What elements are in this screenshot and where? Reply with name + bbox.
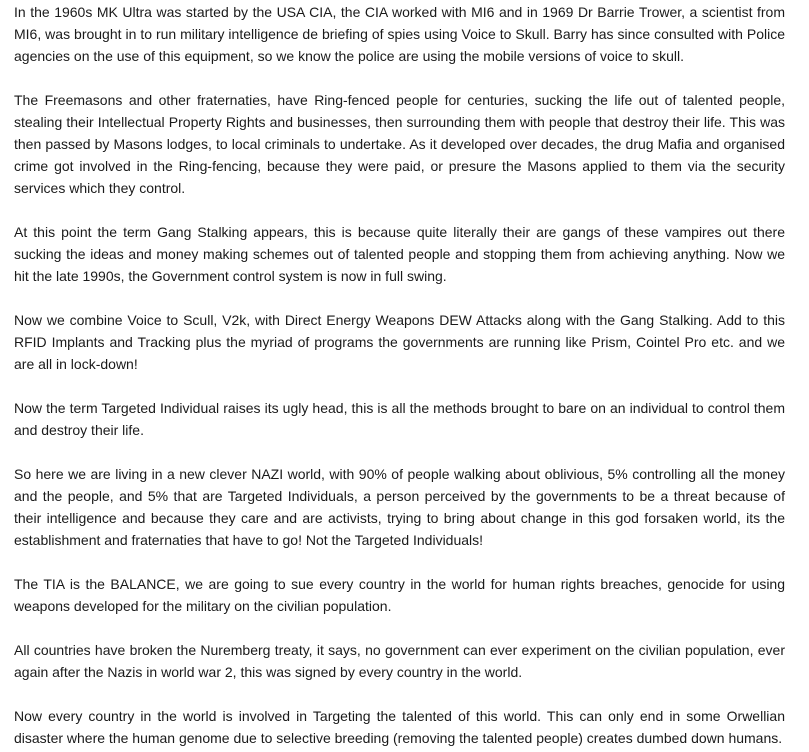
paragraph-freemasons: The Freemasons and other fraternaties, have Ring-fenced people for centuries, sucking the life out of talented people, stealing their Intellectual Property Rights and businesses, then surrounding them with people that destroy their life. This was then passed by Masons lodges, to local criminals to undertake. As it developed over decades, the drug Mafia and organised crime got involved in the Ring-fencing, because they were paid, or presure the Masons applied to them via the security services which they control. (14, 92, 785, 196)
paragraph-gang-stalking: At this point the term Gang Stalking appears, this is because quite literally their are gangs of these vampires out there sucking the ideas and money making schemes out of talented people and stopping them from achieving anything. Now we hit the late 1990s, the Government control system is now in full swing. (14, 224, 785, 284)
paragraph-tia-balance: The TIA is the BALANCE, we are going to sue every country in the world for human rights breaches, genocide for using weapons developed for the military on the civilian population. (14, 576, 785, 614)
paragraph-nazi-world: So here we are living in a new clever NAZI world, with 90% of people walking about oblivious, 5% controlling all the money and the people, and 5% that are Targeted Individuals, a person perceived by the governments to be a threat because of their intelligence and because they care and are activists, trying to bring about change in this god forsaken world, its the establishment and fraternaties that have to go! Not the Targeted Individuals! (14, 466, 785, 548)
paragraph-targeted-individual: Now the term Targeted Individual raises its ugly head, this is all the methods brought to bare on an individual to control them and destroy their life. (14, 400, 785, 438)
paragraph-mk-ultra: In the 1960s MK Ultra was started by the USA CIA, the CIA worked with MI6 and in 1969 Dr Barrie Trower, a scientist from MI6, was brought in to run military intelligence de briefing of spies using Voice to Skull. Barry has since consulted with Police agencies on the use of this equipment, so we know the police are using the mobile versions of voice to skull. (14, 4, 785, 64)
paragraph-nuremberg: All countries have broken the Nuremberg treaty, it says, no government can ever experiment on the civilian population, ever again after the Nazis in world war 2, this was signed by every country in the world. (14, 642, 785, 680)
paragraph-orwellian: Now every country in the world is involved in Targeting the talented of this world. This can only end in some Orwellian disaster where the human genome due to selective breeding (removing the talented people) creates dumbed down humans. (14, 708, 785, 746)
paragraph-v2k-dew: Now we combine Voice to Scull, V2k, with Direct Energy Weapons DEW Attacks along with the Gang Stalking. Add to this RFID Implants and Tracking plus the myriad of programs the governments are running like Prism, Cointel Pro etc. and we are all in lock-down! (14, 312, 785, 372)
article-body (14, 0, 785, 749)
